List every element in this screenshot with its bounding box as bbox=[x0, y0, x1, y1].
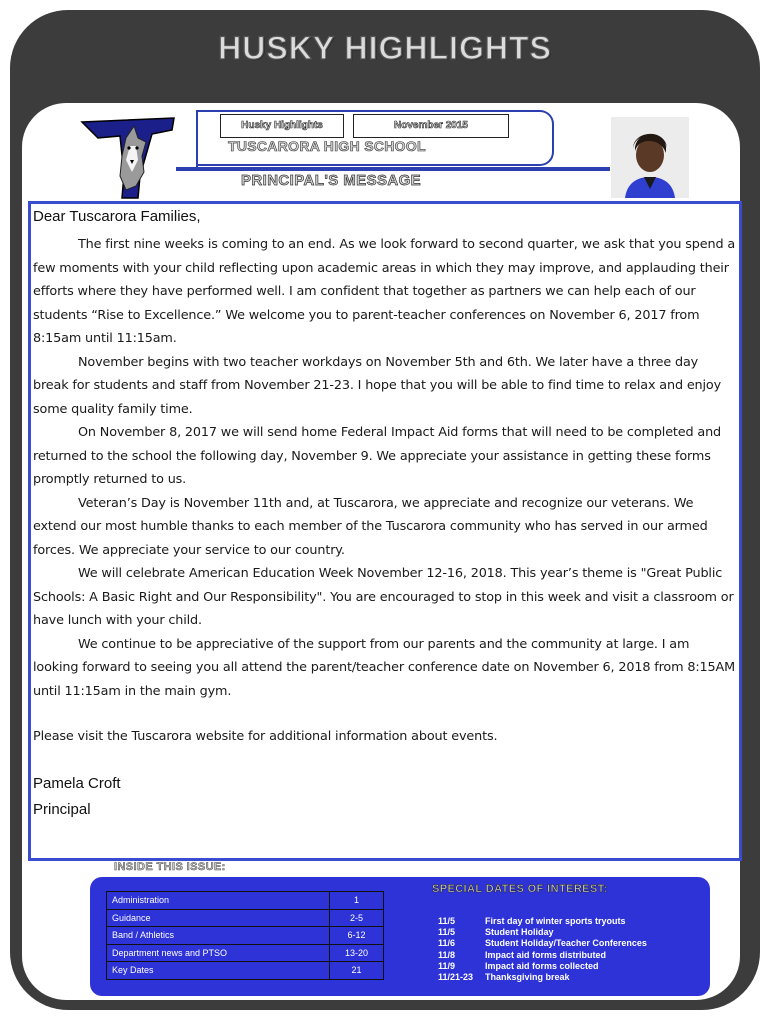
event-date: 11/8 bbox=[438, 949, 456, 960]
table-row bbox=[107, 962, 384, 980]
list-item bbox=[438, 950, 647, 961]
event-date: 11/9 bbox=[438, 960, 456, 971]
section-heading: PRINCIPAL'S MESSAGE bbox=[241, 172, 422, 189]
closing-note: Please visit the Tuscarora website for additional information about events. bbox=[33, 729, 498, 744]
toc-section: Guidance bbox=[107, 909, 330, 927]
tab-issue-date: November 2015 bbox=[353, 114, 509, 138]
special-dates-list bbox=[438, 916, 647, 983]
toc-page: 6-12 bbox=[330, 927, 384, 945]
divider-rule bbox=[176, 167, 610, 171]
event-text: Impact aid forms collected bbox=[485, 960, 599, 971]
toc-section: Administration bbox=[107, 892, 330, 910]
paragraph: Veteran’s Day is November 11th and, at Tuscarora, we appreciate and recognize our veterans. We extend our most humble thanks to each member of the Tuscarora community who has served in our armed forces. We appreciate your service to our country. bbox=[33, 495, 708, 558]
toc-page: 2-5 bbox=[330, 909, 384, 927]
paragraph: November begins with two teacher workdays on November 5th and 6th. We later have a three day break for students and staff from November 21-23. I hope that you will be able to find time to relax and enjoy some quality family time. bbox=[33, 354, 722, 417]
table-row bbox=[107, 944, 384, 962]
paragraph: The first nine weeks is coming to an end. As we look forward to second quarter, we ask that you spend a few moments with your child reflecting upon academic areas in which they may improve, and applauding their efforts where they have performed well. I am confident that together as partners we can help each of our students “Rise to Excellence.” We welcome you to parent-teacher conferences on November 6, 2017 from 8:15am until 11:15am. bbox=[33, 237, 736, 346]
event-date: 11/5 bbox=[438, 927, 456, 938]
letter-body bbox=[33, 233, 737, 703]
list-item bbox=[438, 938, 647, 949]
toc-page: 1 bbox=[330, 892, 384, 910]
toc-section: Key Dates bbox=[107, 962, 330, 980]
event-text: Impact aid forms distributed bbox=[485, 949, 607, 960]
list-item bbox=[438, 916, 647, 927]
event-date: 11/6 bbox=[438, 938, 456, 949]
paragraph: We will celebrate American Education Week November 12-16, 2018. This year’s theme is "Great Public Schools: A Basic Right and Our Responsibility". You are encouraged to stop in this week and visit a classroom or have lunch with your child. bbox=[33, 566, 734, 628]
list-item bbox=[438, 972, 647, 983]
event-text: Thanksgiving break bbox=[485, 972, 570, 983]
table-row bbox=[107, 892, 384, 910]
school-name: TUSCARORA HIGH SCHOOL bbox=[228, 138, 426, 154]
toc-page: 13-20 bbox=[330, 944, 384, 962]
principal-photo bbox=[611, 117, 689, 198]
table-row bbox=[107, 909, 384, 927]
paragraph: On November 8, 2017 we will send home Federal Impact Aid forms that will need to be completed and returned to the school the following day, November 9. We appreciate your assistance in getting these forms promptly returned to us. bbox=[33, 425, 722, 487]
table-row bbox=[107, 927, 384, 945]
event-text: First day of winter sports tryouts bbox=[485, 916, 626, 926]
special-dates-heading: SPECIAL DATES OF INTEREST: bbox=[432, 883, 608, 895]
event-date: 11/5 bbox=[438, 916, 456, 926]
event-text: Student Holiday/Teacher Conferences bbox=[485, 938, 647, 949]
toc-section: Band / Athletics bbox=[107, 927, 330, 945]
toc-page: 21 bbox=[330, 962, 384, 980]
paragraph: We continue to be appreciative of the support from our parents and the community at large. I am looking forward to seeing you all attend the parent/teacher conference date on November 6, 2018 from 8:15AM until 11:15am in the main gym. bbox=[33, 636, 735, 699]
event-date: 11/21-23 bbox=[438, 972, 474, 983]
husky-logo-icon bbox=[80, 116, 176, 200]
inside-issue-heading: INSIDE THIS ISSUE: bbox=[114, 861, 226, 873]
list-item bbox=[438, 961, 647, 972]
toc-section: Department news and PTSO bbox=[107, 944, 330, 962]
contents-table bbox=[106, 891, 384, 980]
signature-title: Principal bbox=[33, 801, 91, 818]
newsletter-title: HUSKY HIGHLIGHTS bbox=[218, 30, 552, 66]
list-item bbox=[438, 927, 647, 938]
signature-name: Pamela Croft bbox=[33, 775, 121, 792]
tab-newsletter-name: Husky Highlights bbox=[220, 114, 344, 138]
letter-greeting: Dear Tuscarora Families, bbox=[33, 208, 201, 225]
event-text: Student Holiday bbox=[485, 927, 554, 938]
